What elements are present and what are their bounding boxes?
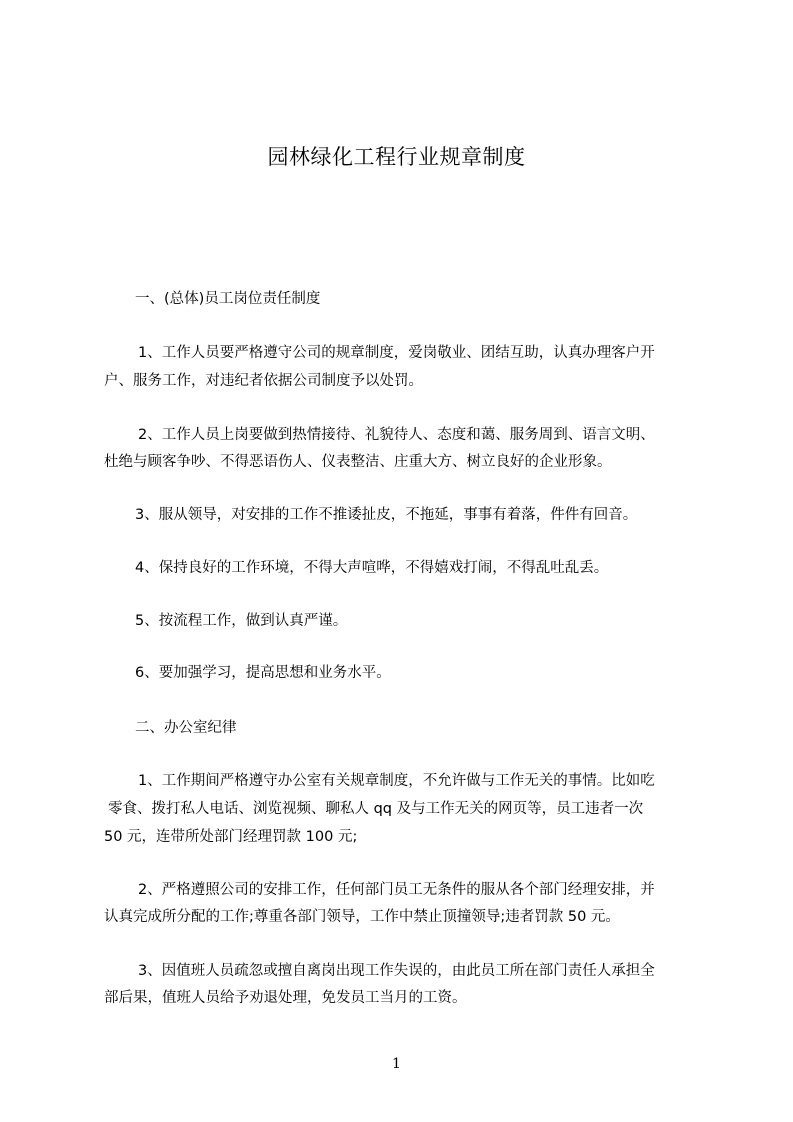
paragraph-line: 1、工作人员要严格遵守公司的规章制度，爱岗敬业、团结互助，认真办理客户开	[138, 345, 655, 361]
section-heading-2: 二、办公室纪律	[135, 720, 237, 736]
paragraph-line: 认真完成所分配的工作;尊重各部门领导，工作中禁止顶撞领导;违者罚款 50 元。	[104, 909, 620, 925]
paragraph-line: 杜绝与顾客争吵、不得恶语伤人、仪表整洁、庄重大方、树立良好的企业形象。	[104, 454, 612, 470]
paragraph-line: 部后果，值班人员给予劝退处理，免发员工当月的工资。	[104, 990, 467, 1006]
paragraph-line: 零食、拨打私人电话、浏览视频、聊私人 qq 及与工作无关的网页等，员工违者一次	[108, 801, 644, 817]
section-heading-1: 一、(总体)员工岗位责任制度	[135, 291, 321, 307]
page-number: 1	[392, 1056, 401, 1072]
paragraph-line: 3、服从领导，对安排的工作不推诿扯皮，不拖延，事事有着落，件件有回音。	[135, 507, 638, 523]
paragraph-line: 4、保持良好的工作环境，不得大声喧哗，不得嬉戏打闹，不得乱吐乱丢。	[135, 560, 609, 576]
paragraph-line: 3、因值班人员疏忽或擅自离岗出现工作失误的，由此员工所在部门责任人承担全	[138, 963, 655, 979]
paragraph-line: 6、要加强学习，提高思想和业务水平。	[135, 665, 391, 681]
paragraph-line: 1、工作期间严格遵守办公室有关规章制度，不允许做与工作无关的事情。比如吃	[138, 773, 655, 789]
document-title: 园林绿化工程行业规章制度	[267, 145, 526, 169]
paragraph-line: 2、工作人员上岗要做到热情接待、礼貌待人、态度和蔼、服务周到、语言文明、	[138, 427, 655, 443]
paragraph-line: 5、按流程工作，做到认真严谨。	[135, 613, 348, 629]
paragraph-line: 户、服务工作，对违纪者依据公司制度予以处罚。	[104, 373, 423, 389]
paragraph-line: 50 元，连带所处部门经理罚款 100 元;	[104, 829, 358, 845]
paragraph-line: 2、严格遵照公司的安排工作，任何部门员工无条件的服从各个部门经理安排，并	[138, 882, 655, 898]
